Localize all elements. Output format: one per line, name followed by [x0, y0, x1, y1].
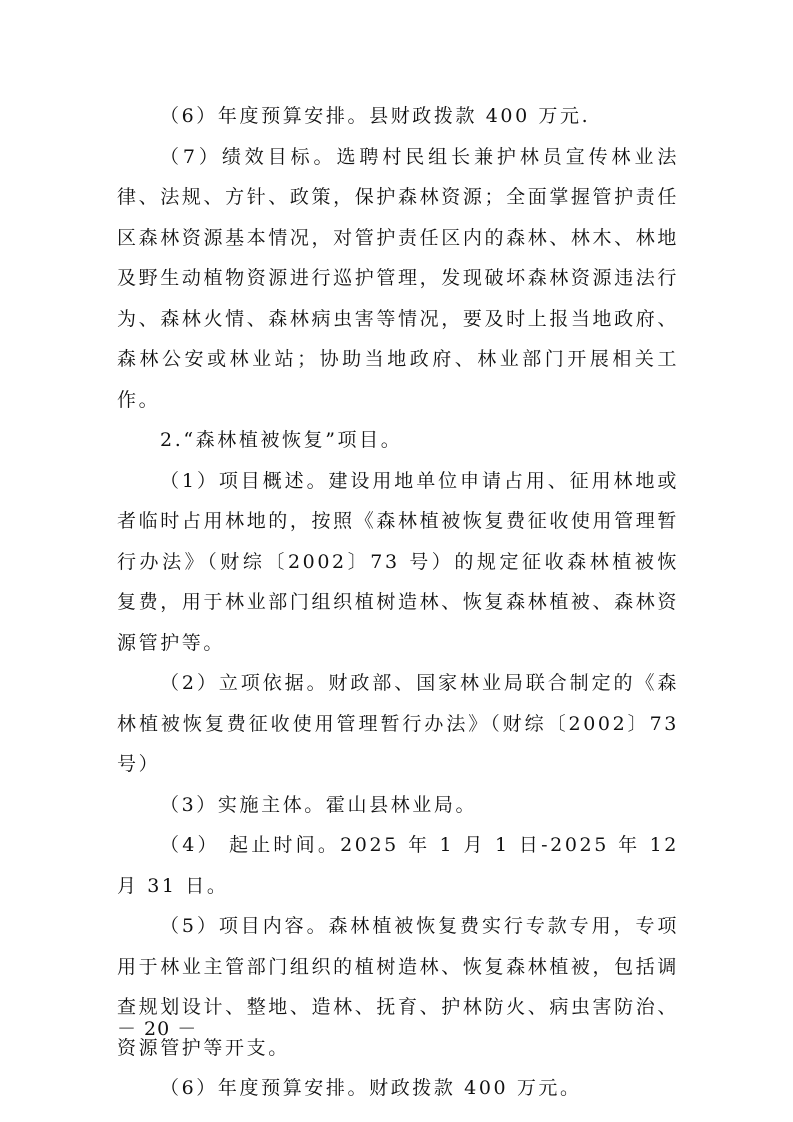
paragraph-time-period: （4） 起止时间。2025 年 1 月 1 日-2025 年 12 月 31 日。 — [117, 834, 679, 897]
paragraph-project-heading: 2.“森林植被恢复”项目。 — [160, 429, 403, 451]
paragraph-performance-goals: （7）绩效目标。选聘村民组长兼护林员宣传林业法律、法规、方针、政策，保护森林资源；全面掌握管护责任区森林资源基本情况，对管护责任区内的森林、林木、林地及野生动植物资源进行巡护管理，发现破坏森林资源违法行为、森林火情、森林病虫害等情况，要及时上报当地政府、森林公安或林业站；协助当地政府、林业部门开展相关工作。 — [117, 145, 679, 411]
paragraph-project-basis: （2）立项依据。财政部、国家林业局联合制定的《森林植被恢复费征收使用管理暂行办法》（财综〔2002〕73 号） — [117, 672, 679, 775]
paragraph-annual-budget-1: （6）年度预算安排。县财政拨款 400 万元. — [160, 105, 591, 127]
paragraph-project-overview: （1）项目概述。建设用地单位申请占用、征用林地或者临时占用林地的，按照《森林植被恢复费征收使用管理暂行办法》（财综〔2002〕73 号）的规定征收森林植被恢复费，用于林业部门组织植树造林、恢复森林植被、森林资源管护等。 — [117, 469, 679, 654]
document-body — [117, 96, 679, 1109]
paragraph-implementing-body: （3）实施主体。霍山县林业局。 — [160, 793, 478, 816]
paragraph-annual-budget-2: （6）年度预算安排。财政拨款 400 万元。 — [160, 1077, 582, 1099]
paragraph-project-content: （5）项目内容。森林植被恢复费实行专款专用，专项用于林业主管部门组织的植树造林、恢复森林植被，包括调查规划设计、整地、造林、抚育、护林防火、病虫害防治、资源管护等开支。 — [117, 915, 679, 1059]
page-number: － 20 － — [117, 1018, 198, 1040]
